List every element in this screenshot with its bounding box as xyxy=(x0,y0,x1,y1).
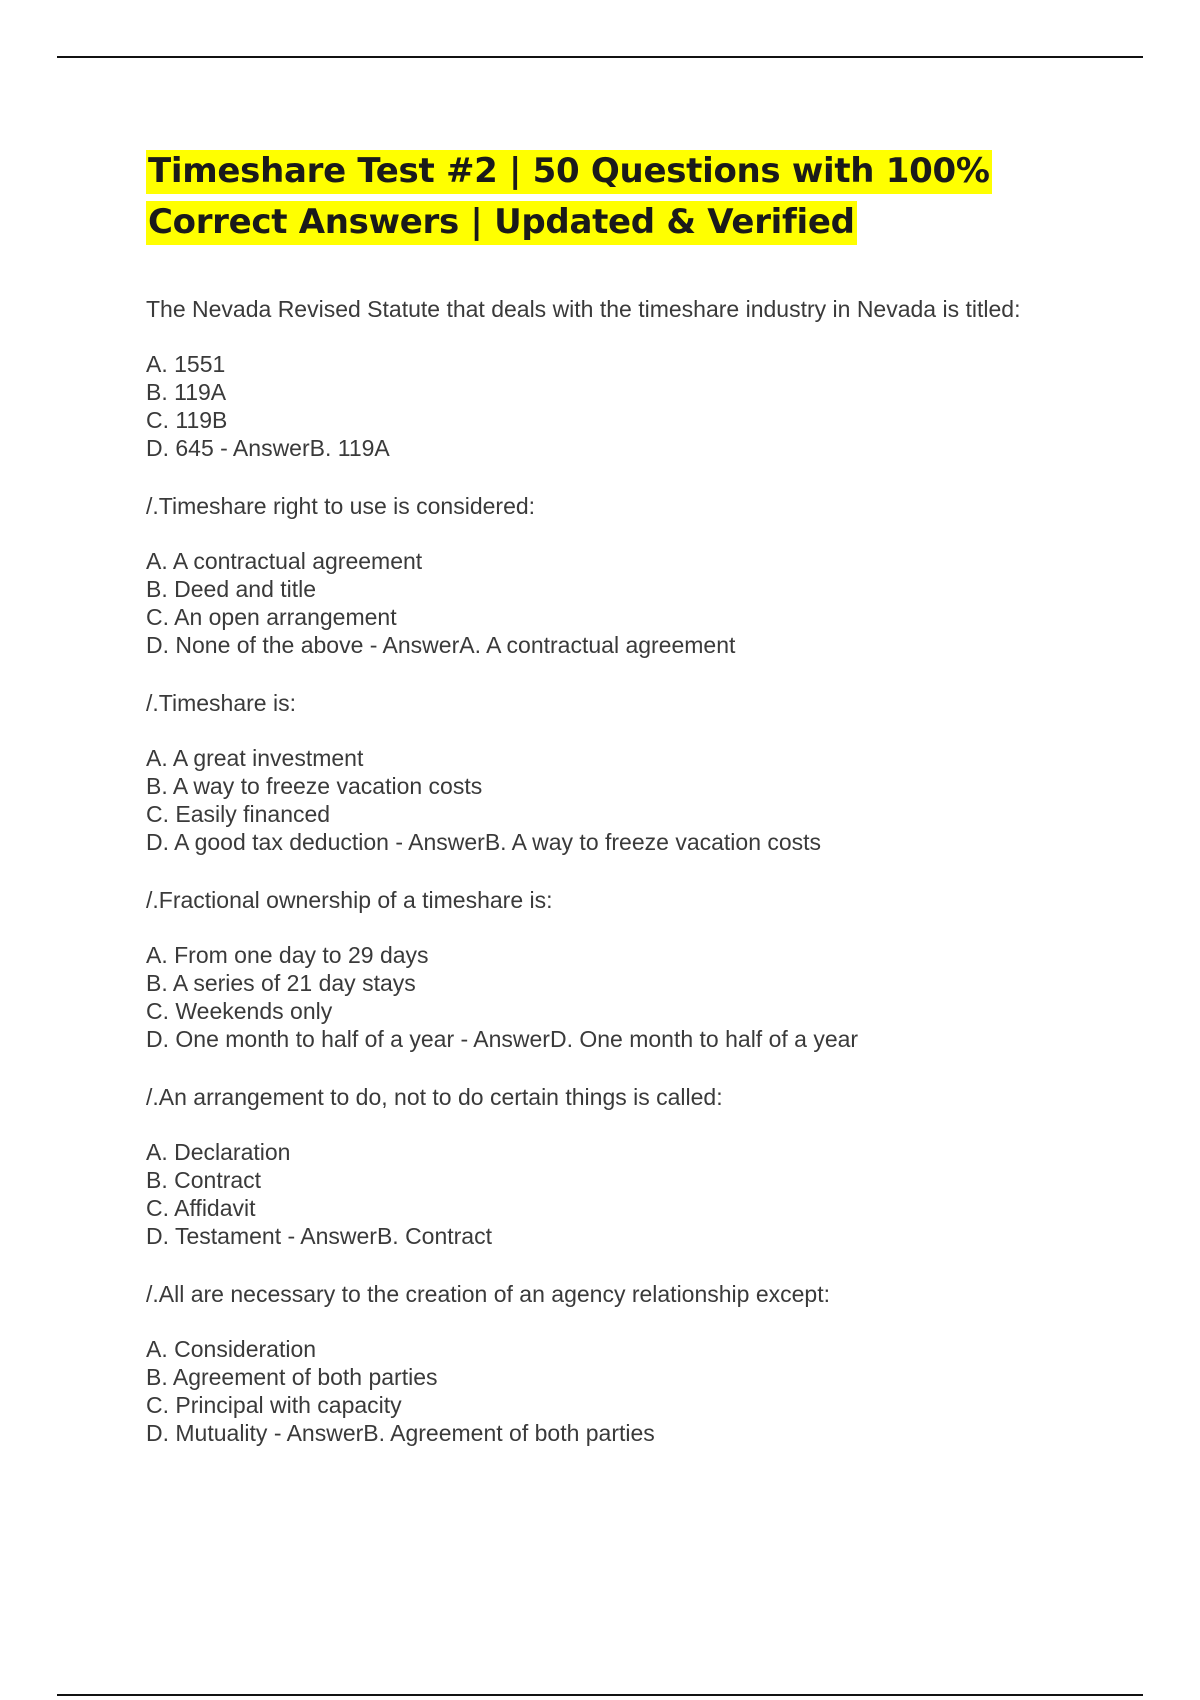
page-content xyxy=(146,146,1106,1477)
answer-option: B. A way to freeze vacation costs xyxy=(146,773,483,799)
question-list xyxy=(146,295,1106,1447)
question-text: /.Fractional ownership of a timeshare is: xyxy=(146,887,553,913)
question-text: /.Timeshare right to use is considered: xyxy=(146,493,536,519)
question-block xyxy=(146,492,1106,659)
question-block xyxy=(146,1083,1106,1250)
answer-option: A. Declaration xyxy=(146,1139,291,1165)
question-text: /.An arrangement to do, not to do certain things is called: xyxy=(146,1084,723,1110)
answer-option: C. Affidavit xyxy=(146,1195,256,1221)
answer-option: C. Weekends only xyxy=(146,998,333,1024)
answer-option: B. 119A xyxy=(146,379,227,405)
document-title xyxy=(146,146,1106,248)
answer-option: A. A contractual agreement xyxy=(146,548,423,574)
answer-option: C. Easily financed xyxy=(146,801,331,827)
question-block xyxy=(146,689,1106,856)
answer-option: C. An open arrangement xyxy=(146,604,397,630)
answer-option-with-answer: D. None of the above - AnswerA. A contractual agreement xyxy=(146,632,736,658)
question-block xyxy=(146,295,1106,462)
question-text: The Nevada Revised Statute that deals with the timeshare industry in Nevada is titled: xyxy=(146,296,1021,322)
answer-option-with-answer: D. Mutuality - AnswerB. Agreement of both parties xyxy=(146,1420,655,1446)
answer-option: A. A great investment xyxy=(146,745,364,771)
answer-option: A. Consideration xyxy=(146,1336,317,1362)
answer-option: C. 119B xyxy=(146,407,228,433)
bottom-rule xyxy=(57,1694,1143,1696)
answer-option: B. Deed and title xyxy=(146,576,317,602)
answer-option: A. 1551 xyxy=(146,351,226,377)
answer-option-with-answer: D. A good tax deduction - AnswerB. A way to freeze vacation costs xyxy=(146,829,822,855)
question-block xyxy=(146,886,1106,1053)
answer-option: B. Contract xyxy=(146,1167,262,1193)
answer-option-with-answer: D. Testament - AnswerB. Contract xyxy=(146,1223,492,1249)
answer-option: A. From one day to 29 days xyxy=(146,942,429,968)
answer-option: B. Agreement of both parties xyxy=(146,1364,438,1390)
answer-option: B. A series of 21 day stays xyxy=(146,970,416,996)
question-block xyxy=(146,1280,1106,1447)
question-text: /.Timeshare is: xyxy=(146,690,296,716)
answer-option-with-answer: D. 645 - AnswerB. 119A xyxy=(146,435,390,461)
answer-option: C. Principal with capacity xyxy=(146,1392,402,1418)
answer-option-with-answer: D. One month to half of a year - AnswerD. One month to half of a year xyxy=(146,1026,859,1052)
question-text: /.All are necessary to the creation of an agency relationship except: xyxy=(146,1281,831,1307)
document-title-highlight: Timeshare Test #2 | 50 Questions with 100% Correct Answers | Updated & Verified xyxy=(146,150,992,245)
top-rule xyxy=(57,56,1143,58)
